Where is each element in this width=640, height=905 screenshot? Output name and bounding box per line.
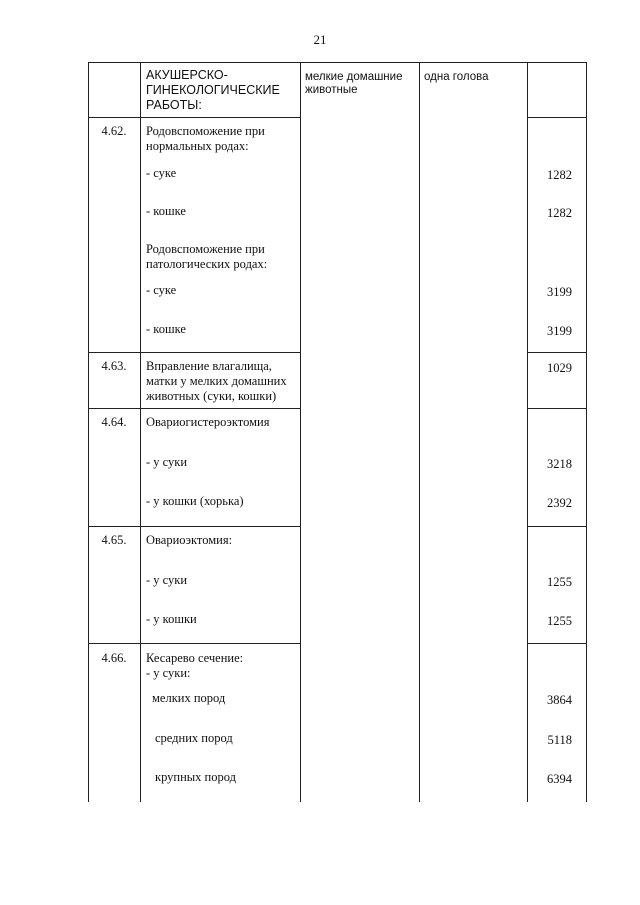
row-code: 4.64. xyxy=(101,415,127,429)
service-title: животных (суки, кошки) xyxy=(146,389,277,403)
service-item-label: - кошке xyxy=(146,204,186,218)
row-code: 4.62. xyxy=(101,124,127,138)
section-title: РАБОТЫ: xyxy=(146,98,202,112)
unit-header: одна голова xyxy=(424,71,489,83)
section-title: АКУШЕРСКО- xyxy=(146,68,228,82)
service-price: 1255 xyxy=(547,614,572,628)
service-price: 1282 xyxy=(547,168,572,182)
service-item-label: - у суки xyxy=(146,455,188,469)
service-item-label: - кошке xyxy=(146,322,186,336)
service-price: 1029 xyxy=(547,361,572,375)
service-item-label: - суке xyxy=(146,283,177,297)
service-item-label: - у кошки (хорька) xyxy=(146,494,244,508)
service-price: 3218 xyxy=(547,457,572,471)
grid-line xyxy=(300,62,301,802)
service-title: Кесарево сечение: xyxy=(146,651,244,665)
grid-line xyxy=(527,352,587,353)
grid-line xyxy=(88,62,587,63)
grid-line xyxy=(527,643,587,644)
row-code: 4.66. xyxy=(101,651,127,665)
grid-line xyxy=(88,352,301,353)
service-title: матки у мелких домашних xyxy=(146,374,287,388)
service-title: - у суки: xyxy=(146,666,191,680)
service-title: Родовспоможение при xyxy=(146,124,265,138)
service-price: 3864 xyxy=(547,693,572,707)
grid-line xyxy=(88,526,301,527)
service-title: нормальных родах: xyxy=(146,139,249,153)
grid-line xyxy=(419,62,420,802)
service-item-label: средних пород xyxy=(155,731,233,745)
service-item-label: - суке xyxy=(146,166,177,180)
service-price: 3199 xyxy=(547,285,572,299)
row-code: 4.65. xyxy=(101,533,127,547)
service-item-label: - у суки xyxy=(146,573,188,587)
grid-line xyxy=(88,408,301,409)
service-item-label: крупных пород xyxy=(155,770,236,784)
grid-line xyxy=(88,643,301,644)
service-title: Овариогистероэктомия xyxy=(146,415,270,429)
service-item-label: мелких пород xyxy=(152,691,226,705)
service-price: 1255 xyxy=(547,575,572,589)
service-subtitle: Родовспоможение при xyxy=(146,242,265,256)
grid-line xyxy=(88,117,301,118)
animals-header: мелкие домашние xyxy=(305,71,403,83)
service-price: 1282 xyxy=(547,206,572,220)
service-subtitle: патологических родах: xyxy=(146,257,268,271)
service-price: 6394 xyxy=(547,772,572,786)
grid-line xyxy=(140,62,141,802)
service-title: Вправление влагалища, xyxy=(146,359,272,373)
service-price: 2392 xyxy=(547,496,572,510)
grid-line xyxy=(527,117,587,118)
grid-line xyxy=(527,408,587,409)
grid-line xyxy=(527,526,587,527)
page-number: 21 xyxy=(313,32,327,47)
animals-header: животные xyxy=(305,84,358,96)
service-price: 3199 xyxy=(547,324,572,338)
service-title: Овариоэктомия: xyxy=(146,533,233,547)
grid-line xyxy=(88,62,89,802)
row-code: 4.63. xyxy=(101,359,127,373)
service-price: 5118 xyxy=(547,733,572,747)
grid-line xyxy=(586,62,587,802)
section-title: ГИНЕКОЛОГИЧЕСКИЕ xyxy=(146,83,280,97)
service-item-label: - у кошки xyxy=(146,612,197,626)
